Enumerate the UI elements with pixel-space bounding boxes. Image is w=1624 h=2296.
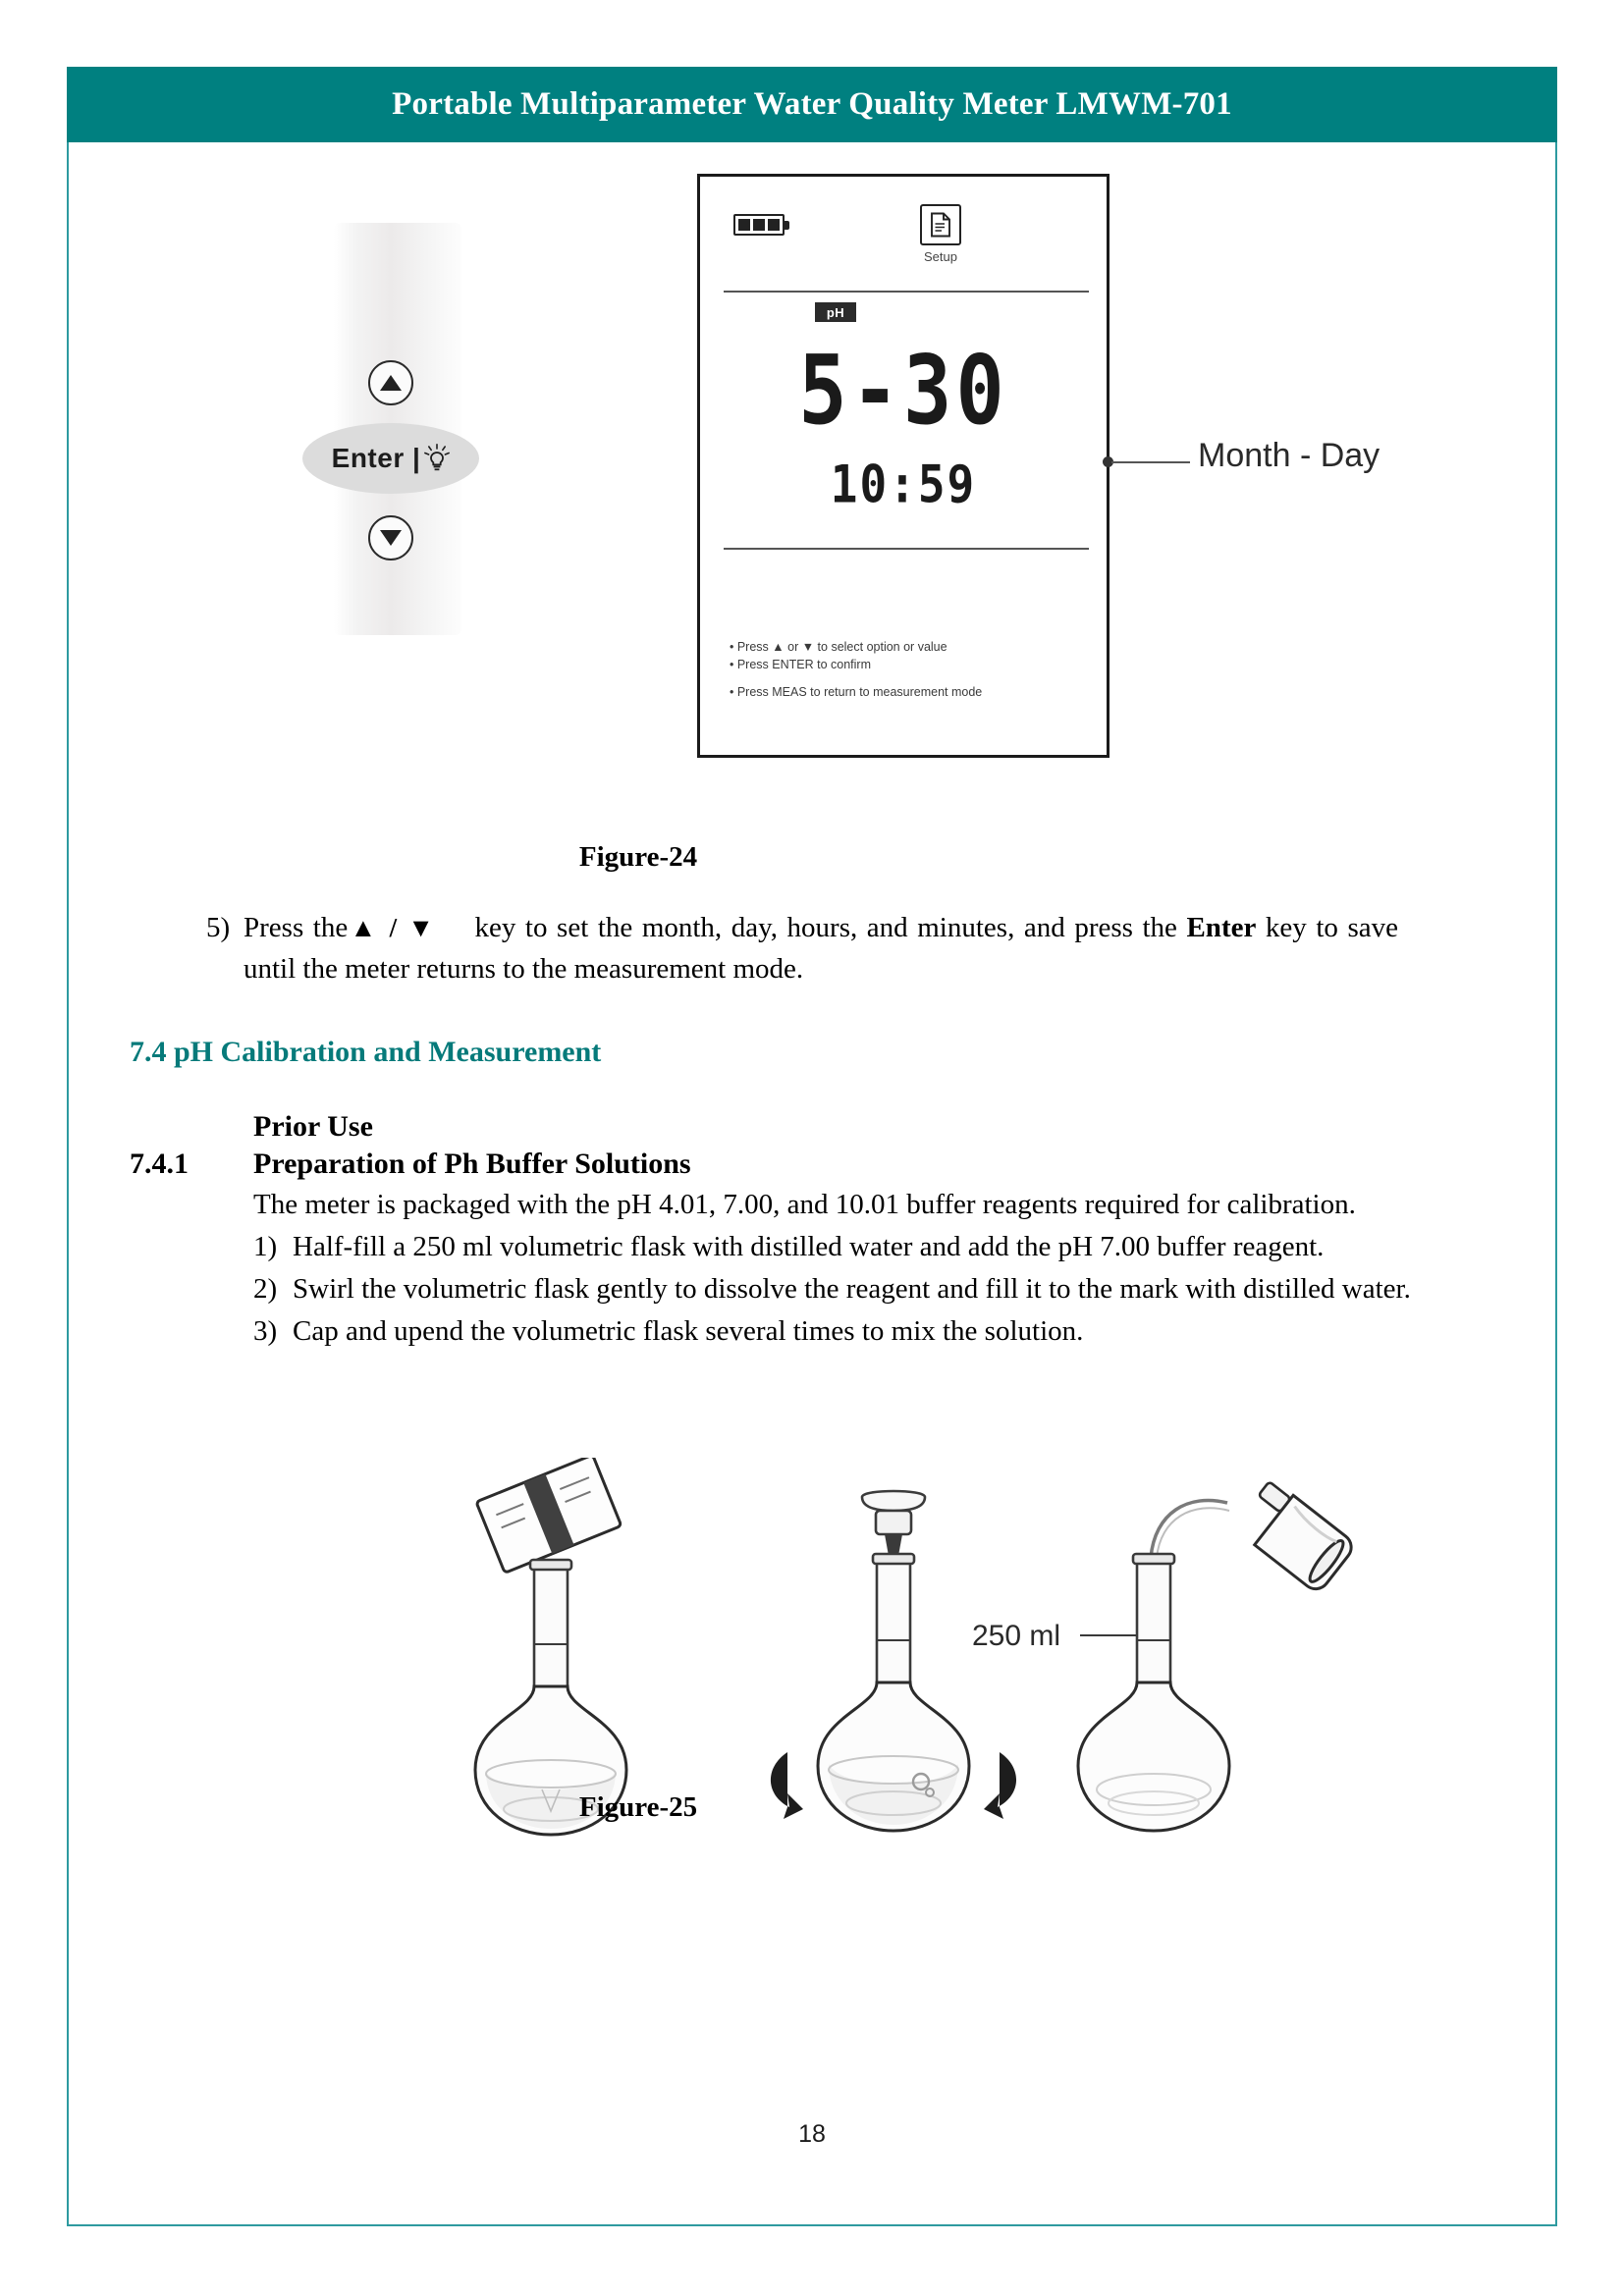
step-5-paragraph [69, 908, 1555, 990]
triangle-up-icon [380, 375, 402, 391]
arrow-up-down-icons: ▲ / ▼ [348, 913, 438, 942]
step-5-number: 5) [206, 912, 231, 943]
step-5-tail: key to save until the meter returns to the measurement mode. [244, 912, 1398, 985]
callout-month-day-label: Month - Day [1198, 437, 1380, 474]
callout-leader-line [1111, 461, 1190, 463]
page-title: Portable Multiparameter Water Quality Meter LMWM-701 [392, 86, 1232, 122]
meter-enter-button[interactable] [302, 423, 479, 494]
lcd-hint-1: • Press ▲ or ▼ to select option or value [730, 640, 947, 654]
list-item [69, 1226, 1555, 1267]
list-item [69, 1310, 1555, 1352]
list-item-marker: 2) [253, 1272, 278, 1305]
triangle-down-icon [380, 530, 402, 546]
step-5-mid: key to set the month, day, hours, and minutes, and press the [474, 912, 1177, 943]
lcd-divider-bottom [724, 548, 1089, 550]
preparation-steps-list [69, 1226, 1555, 1352]
lcd-time-value: 10:59 [830, 453, 977, 515]
battery-full-icon [733, 214, 785, 236]
subsection-heading-7-4-1 [69, 1148, 1555, 1181]
lcd-hint-block [730, 638, 1103, 701]
lcd-hint-3: • Press MEAS to return to measurement mode [730, 685, 983, 700]
lcd-ph-mode-tag: pH [815, 302, 856, 322]
lcd-divider-top [724, 291, 1089, 293]
figure-24-illustration [69, 174, 1555, 851]
light-bulb-icon [424, 444, 450, 473]
subsection-number: 7.4.1 [130, 1147, 189, 1180]
page-content [69, 142, 1555, 2224]
lcd-status-row [700, 204, 1107, 283]
meter-lcd-screen [697, 174, 1110, 758]
meter-down-button[interactable] [368, 515, 413, 561]
list-item-text: Half-fill a 250 ml volumetric flask with distilled water and add the pH 7.00 buffer reagent. [293, 1230, 1325, 1262]
meter-enter-label: Enter | [331, 443, 421, 473]
intro-paragraph: The meter is packaged with the pH 4.01, 7.00, and 10.01 buffer reagents required for calibration. [253, 1188, 1356, 1220]
list-item-text: Swirl the volumetric flask gently to dissolve the reagent and fill it to the mark with distilled water. [293, 1272, 1411, 1305]
lcd-readout [700, 336, 1107, 515]
lcd-setup-label: Setup [924, 249, 957, 264]
page-number: 18 [798, 2120, 826, 2148]
list-item-marker: 3) [253, 1314, 278, 1347]
subsection-title: Preparation of Ph Buffer Solutions [253, 1147, 691, 1180]
body-text-block [69, 908, 1555, 1352]
figure-24-caption: Figure-24 [578, 841, 698, 873]
lcd-hint-2: • Press ENTER to confirm [730, 658, 871, 672]
lcd-date-value: 5-30 [798, 336, 1008, 447]
list-item-marker: 1) [253, 1230, 278, 1262]
document-setup-icon [920, 204, 961, 245]
list-item-text: Cap and upend the volumetric flask several times to mix the solution. [293, 1314, 1084, 1347]
section-heading-7-4: 7.4 pH Calibration and Measurement [130, 1035, 602, 1068]
figure-25-caption: Figure-25 [578, 1791, 698, 1823]
volume-callout-label: 250 ml [972, 1620, 1061, 1652]
step-5-enter-key: Enter [1186, 912, 1257, 943]
meter-up-button[interactable] [368, 360, 413, 405]
list-item [69, 1268, 1555, 1309]
prior-use-heading: Prior Use [253, 1109, 373, 1143]
page-header [67, 67, 1557, 142]
step-5-lead: Press the [244, 912, 349, 943]
